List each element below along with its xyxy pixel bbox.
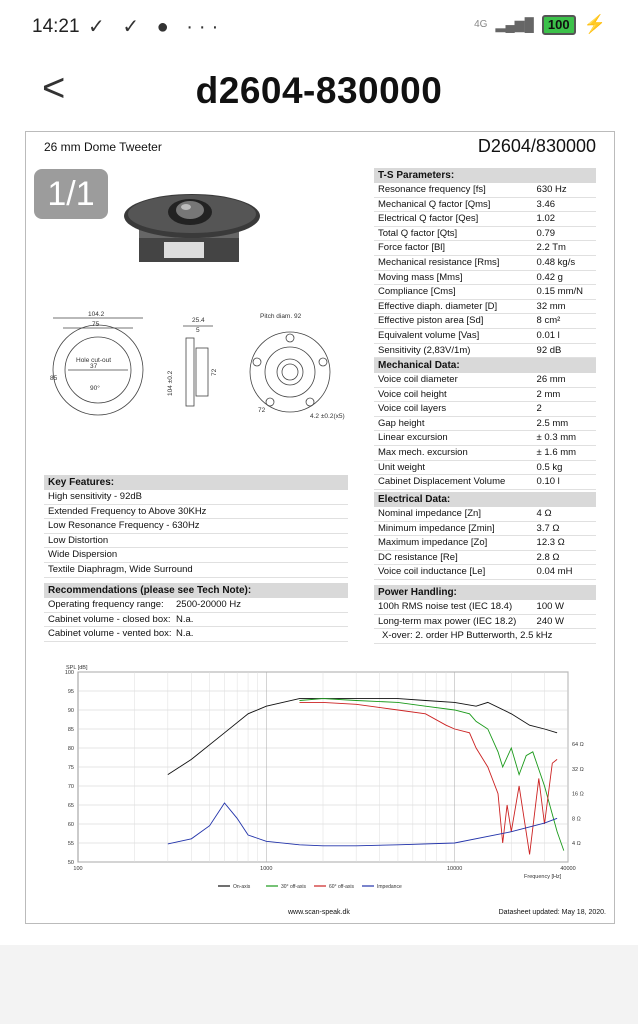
dim-h2: 72 [211,368,218,376]
row-label: Nominal impedance [Zn] [378,508,481,519]
row-label: Voice coil inductance [Le] [378,566,486,578]
table-row [374,475,596,490]
row-label: Minimum impedance [Zmin] [378,522,495,534]
dim-a2: 90° [90,385,100,392]
feature-item [44,548,348,563]
dim-flange: 5 [196,327,200,334]
row-label: Cabinet Displacement Volume [378,476,506,488]
row-value: 4 Ω [536,508,552,519]
table-row [374,344,596,359]
table-row [374,551,596,566]
power-handling-table [374,585,596,644]
row-label: Equivalent volume [Vas] [378,329,480,341]
row-label: Voice coil layers [378,403,447,415]
y-tick-label: 50 [67,860,74,866]
y-tick-label: 80 [67,746,74,752]
row-label: Operating frequency range: [48,599,164,610]
table-row [374,565,596,580]
table-row [44,598,348,613]
x-tick-label: 100 [73,866,83,872]
status-right [474,14,606,35]
row-label: DC resistance [Re] [378,551,458,563]
row-label: Force factor [Bl] [378,242,446,254]
feature-label: Textile Diaphragm, Wide Surround [48,563,193,575]
status-time: 14:21 [32,16,80,37]
dim-screw: 4.2 ±0.2(x5) [310,413,345,420]
row-value: 3.7 Ω [536,522,560,534]
x-tick-label: 40000 [560,866,576,872]
battery-icon: 100 [542,15,576,35]
y-tick-label: 95 [67,689,74,695]
feature-item [44,563,348,578]
dim-pitch: Pitch diam. 92 [260,313,302,320]
row-value: 2.5 mm [536,417,569,429]
signal-icon: ▂▄▆█ [495,16,534,32]
row-label: Resonance frequency [fs] [378,184,486,195]
row-value: 240 W [536,615,565,627]
row-value: 0.48 kg/s [536,256,576,268]
row-label: 100h RMS noise test (IEC 18.4) [378,601,513,612]
row-value: 0.5 kg [536,461,563,473]
dimension-drawings [48,310,378,440]
row-value: 0.79 [536,227,556,239]
legend-label: 30° off-axis [281,884,306,890]
row-label: Effective piston area [Sd] [378,315,484,327]
row-label: Compliance [Cms] [378,286,456,298]
row-value: N.a. [176,628,194,640]
table-row [374,256,596,271]
table-header: Recommendations (please see Tech Note): [44,583,348,598]
table-row [374,461,596,476]
table-row [374,431,596,446]
table-row [374,271,596,286]
status-bar [0,0,638,56]
dim-depth: 25.4 [192,317,205,324]
y-tick-label: 100 [64,670,74,676]
row-value: 8 cm² [536,315,561,327]
row-label: Moving mass [Mms] [378,271,463,283]
row-value: 2.2 Tm [536,242,566,254]
y2-tick-label: 8 Ω [572,816,581,823]
y-tick-label: 85 [67,727,74,733]
row-value: 2 [536,403,542,415]
y2-tick-label: 4 Ω [572,841,581,847]
dim-a3: 72 [258,407,266,414]
table-row [374,615,596,630]
table-row [374,402,596,417]
page-indicator: 1/1 [34,169,108,219]
dim-diameter-inner: 75 [92,321,100,328]
row-value: 26 mm [536,374,566,385]
y-tick-label: 75 [67,765,74,771]
row-label: Electrical Q factor [Qes] [378,213,479,225]
row-value: 0.01 l [536,329,560,341]
row-value: 2 mm [536,388,561,400]
feature-label: Low Distortion [48,534,109,546]
row-value: ± 0.3 mm [536,432,577,444]
legend-label: On-axis [233,884,251,890]
charging-icon: ⚡ [583,14,606,34]
dim-a1: 85 [50,375,58,382]
x-axis-label: Frequency [Hz] [524,874,562,880]
legend-label: Impedance [377,884,402,890]
row-value: N.a. [176,613,194,625]
row-value: 0.04 mH [536,566,573,578]
table-row [374,373,596,388]
row-label: Max mech. excursion [378,446,468,458]
row-value: 92 dB [536,344,562,356]
legend-label: 60° off-axis [329,884,354,890]
table-row [374,417,596,432]
row-label: Cabinet volume - vented box: [48,628,172,640]
row-label: Voice coil diameter [378,374,458,385]
table-row [374,388,596,403]
row-label: Cabinet volume - closed box: [48,613,171,625]
row-label: Unit weight [378,461,425,473]
feature-item [44,519,348,534]
row-value: 32 mm [536,300,566,312]
recommendations-table [44,583,348,642]
table-note: X-over: 2. order HP Butterworth, 2.5 kHz [374,629,596,644]
table-row [374,446,596,461]
row-value: 2500-20000 Hz [176,599,241,610]
dim-cutout: 37 [90,363,98,370]
row-label: Gap height [378,417,425,429]
row-value: 12.3 Ω [536,537,565,549]
row-label: Sensitivity (2,83V/1m) [378,344,471,356]
y-tick-label: 60 [67,822,74,828]
table-header: Key Features: [44,475,348,490]
y2-tick-label: 16 Ω [572,791,584,798]
feature-label: Extended Frequency to Above 30KHz [48,505,207,517]
table-row [374,241,596,256]
feature-label: High sensitivity - 92dB [48,491,142,502]
app-bar [0,60,638,124]
feature-item [44,490,348,505]
row-label: Effective diaph. diameter [D] [378,300,498,312]
y-tick-label: 65 [67,803,74,809]
bottom-area [0,945,638,1024]
back-arrow-icon[interactable]: < [42,66,66,110]
frequency-response-chart [38,660,600,890]
y-axis-label: SPL [dB] [66,665,88,671]
y-tick-label: 90 [67,708,74,714]
table-row [374,212,596,227]
table-row [374,507,596,522]
table-row [374,198,596,213]
feature-item [44,534,348,549]
y2-tick-label: 32 Ω [572,766,584,773]
y-tick-label: 55 [67,841,74,847]
key-features-list [44,475,348,578]
table-row [374,183,596,198]
row-label: Linear excursion [378,432,448,444]
x-tick-label: 1000 [260,866,273,872]
row-label: Voice coil height [378,388,447,400]
dim-diameter-outer: 104.2 [88,311,105,318]
tweeter-photo [124,176,274,276]
row-value: 0.42 g [536,271,563,283]
notification-icons: ✓ ✓ ● ··· [88,16,225,38]
datasheet-model: D2604/830000 [477,136,596,156]
ts-parameters-table [374,168,596,358]
feature-label: Wide Dispersion [48,549,118,561]
network-icon: 4G [474,19,488,30]
table-row [374,329,596,344]
table-header: Electrical Data: [374,492,596,507]
row-value: 100 W [536,601,565,612]
dim-height: 104 ±0.2 [167,370,174,396]
table-row [374,227,596,242]
feature-item [44,505,348,520]
x-tick-label: 10000 [446,866,463,872]
row-label: Maximum impedance [Zo] [378,537,488,549]
row-value: 1.02 [536,213,556,225]
footer-date: Datasheet updated: May 18, 2020. [498,909,606,916]
footer-url[interactable]: www.scan-speak.dk [288,909,350,916]
feature-label: Low Resonance Frequency - 630Hz [48,520,200,532]
row-value: 0.10 l [536,476,560,488]
table-row [374,314,596,329]
dim-cutout-label: Hole cut-out [76,357,112,364]
row-value: 2.8 Ω [536,551,560,563]
y-tick-label: 70 [67,784,74,790]
datasheet-page[interactable] [25,131,615,924]
electrical-data-table [374,492,596,580]
page-title: d2604-830000 [195,70,443,111]
row-label: Long-term max power (IEC 18.2) [378,615,517,627]
datasheet-subtitle: 26 mm Dome Tweeter [44,140,162,154]
row-label: Mechanical Q factor [Qms] [378,198,491,210]
table-row [374,536,596,551]
row-label: Mechanical resistance [Rms] [378,256,500,268]
table-header: Power Handling: [374,585,596,600]
row-label: Total Q factor [Qts] [378,227,458,239]
table-header: Mechanical Data: [374,358,596,373]
table-row [44,627,348,642]
table-row [374,300,596,315]
table-row [44,613,348,628]
table-row [374,285,596,300]
table-row [374,522,596,537]
row-value: 0.15 mm/N [536,286,584,298]
table-row [374,600,596,615]
row-value: 630 Hz [536,184,567,195]
row-value: ± 1.6 mm [536,446,577,458]
mechanical-data-table [374,358,596,490]
row-value: 3.46 [536,198,556,210]
table-header: T-S Parameters: [374,168,596,183]
y2-tick-label: 64 Ω [572,742,584,749]
